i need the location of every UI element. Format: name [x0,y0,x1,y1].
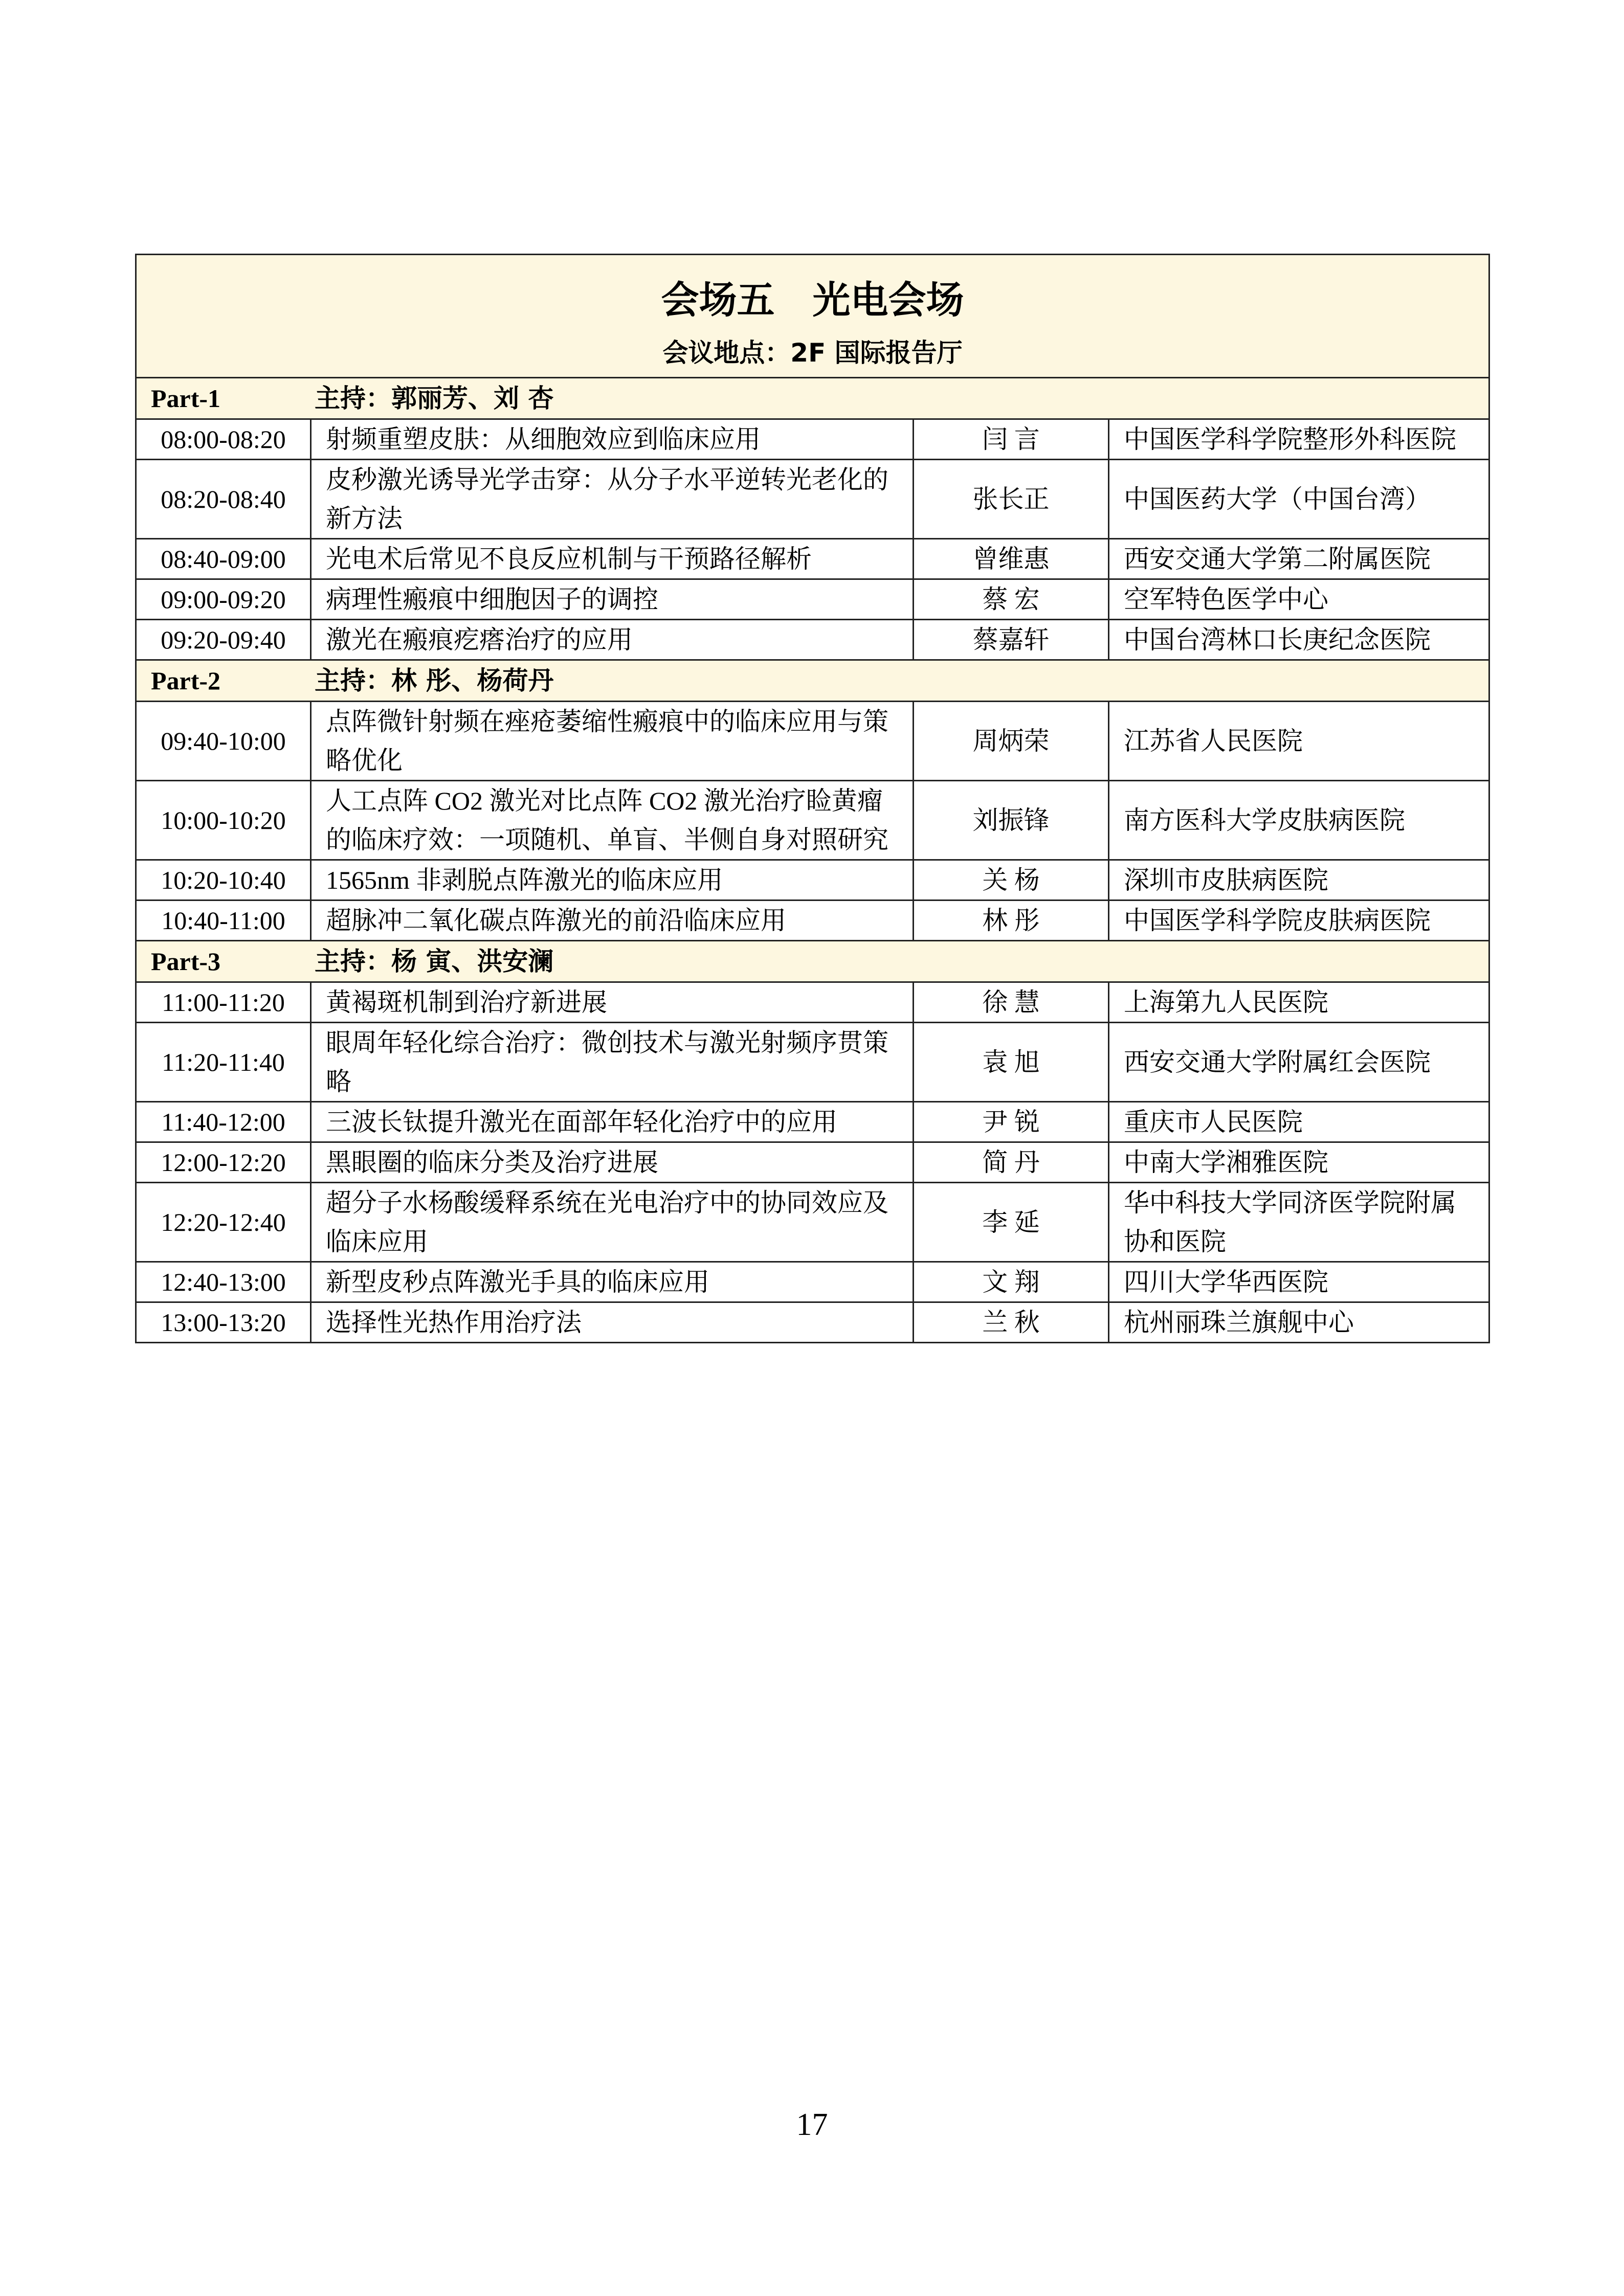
session-row [136,579,1489,620]
session-time: 08:00-08:20 [136,419,311,460]
session-time: 09:20-09:40 [136,620,311,660]
session-row [136,419,1489,460]
session-speaker: 关 杨 [914,860,1109,901]
session-topic: 激光在瘢痕疙瘩治疗的应用 [311,620,914,660]
part-label: Part-3 [151,947,221,976]
session-speaker: 蔡 宏 [914,579,1109,620]
session-institution: 空军特色医学中心 [1109,579,1489,620]
session-time: 11:40-12:00 [136,1102,311,1142]
session-time: 10:40-11:00 [136,901,311,941]
session-row [136,1183,1489,1262]
session-title: 会场五 光电会场 [661,278,964,322]
header-row [136,255,1489,378]
session-speaker: 蔡嘉轩 [914,620,1109,660]
session-topic: 皮秒激光诱导光学击穿：从分子水平逆转光老化的新方法 [311,460,914,539]
part-header-row [136,941,1489,982]
session-row [136,1142,1489,1183]
session-institution: 中国医药大学（中国台湾） [1109,460,1489,539]
part-header-cell [136,941,1489,982]
part-header-row [136,660,1489,702]
session-speaker: 曾维惠 [914,539,1109,579]
session-speaker: 兰 秋 [914,1302,1109,1343]
session-institution: 华中科技大学同济医学院附属协和医院 [1109,1183,1489,1262]
session-institution: 南方医科大学皮肤病医院 [1109,781,1489,860]
session-row [136,620,1489,660]
session-time: 11:00-11:20 [136,982,311,1023]
session-institution: 中国医学科学院整形外科医院 [1109,419,1489,460]
session-row [136,1102,1489,1142]
session-speaker: 文 翔 [914,1262,1109,1302]
session-institution: 杭州丽珠兰旗舰中心 [1109,1302,1489,1343]
session-row [136,901,1489,941]
part-label: Part-1 [151,384,221,413]
part-header-cell [136,660,1489,702]
session-time: 09:40-10:00 [136,702,311,781]
session-row [136,539,1489,579]
part-host: 主持：杨 寅、洪安澜 [315,947,554,976]
part-label: Part-2 [151,666,221,695]
session-speaker: 闫 言 [914,419,1109,460]
session-speaker: 周炳荣 [914,702,1109,781]
session-speaker: 袁 旭 [914,1023,1109,1102]
session-topic: 新型皮秒点阵激光手具的临床应用 [311,1262,914,1302]
session-topic: 1565nm 非剥脱点阵激光的临床应用 [311,860,914,901]
session-institution: 四川大学华西医院 [1109,1262,1489,1302]
session-row [136,982,1489,1023]
session-topic: 三波长钛提升激光在面部年轻化治疗中的应用 [311,1102,914,1142]
session-time: 10:20-10:40 [136,860,311,901]
session-topic: 点阵微针射频在痤疮萎缩性瘢痕中的临床应用与策略优化 [311,702,914,781]
session-time: 12:40-13:00 [136,1262,311,1302]
session-institution: 中国医学科学院皮肤病医院 [1109,901,1489,941]
session-institution: 西安交通大学附属红会医院 [1109,1023,1489,1102]
session-speaker: 徐 慧 [914,982,1109,1023]
session-topic: 超脉冲二氧化碳点阵激光的前沿临床应用 [311,901,914,941]
session-time: 08:20-08:40 [136,460,311,539]
part-host: 主持：郭丽芳、刘 杏 [315,384,554,413]
part-header-cell [136,378,1489,419]
session-time: 12:00-12:20 [136,1142,311,1183]
schedule-table [135,254,1490,1343]
session-time: 09:00-09:20 [136,579,311,620]
session-institution: 深圳市皮肤病医院 [1109,860,1489,901]
session-row [136,781,1489,860]
session-speaker: 林 彤 [914,901,1109,941]
session-row [136,1023,1489,1102]
session-time: 10:00-10:20 [136,781,311,860]
part-host: 主持：林 彤、杨荷丹 [315,666,554,695]
session-institution: 上海第九人民医院 [1109,982,1489,1023]
session-row [136,702,1489,781]
session-topic: 黑眼圈的临床分类及治疗进展 [311,1142,914,1183]
header-cell [136,255,1489,378]
session-speaker: 刘振锋 [914,781,1109,860]
session-time: 08:40-09:00 [136,539,311,579]
session-topic: 眼周年轻化综合治疗：微创技术与激光射频序贯策略 [311,1023,914,1102]
page-number: 17 [796,2107,828,2142]
session-institution: 西安交通大学第二附属医院 [1109,539,1489,579]
session-time: 13:00-13:20 [136,1302,311,1343]
session-time: 12:20-12:40 [136,1183,311,1262]
session-topic: 人工点阵 CO2 激光对比点阵 CO2 激光治疗睑黄瘤的临床疗效：一项随机、单盲、半侧自身对照研究 [311,781,914,860]
session-speaker: 张长正 [914,460,1109,539]
session-institution: 中南大学湘雅医院 [1109,1142,1489,1183]
session-time: 11:20-11:40 [136,1023,311,1102]
venue-label: 会议地点：2F 国际报告厅 [662,338,963,368]
part-header-row [136,378,1489,419]
session-row [136,1262,1489,1302]
session-topic: 超分子水杨酸缓释系统在光电治疗中的协同效应及临床应用 [311,1183,914,1262]
session-speaker: 简 丹 [914,1142,1109,1183]
session-institution: 中国台湾林口长庚纪念医院 [1109,620,1489,660]
session-row [136,460,1489,539]
session-institution: 江苏省人民医院 [1109,702,1489,781]
session-topic: 黄褐斑机制到治疗新进展 [311,982,914,1023]
session-speaker: 李 延 [914,1183,1109,1262]
session-topic: 选择性光热作用治疗法 [311,1302,914,1343]
session-topic: 光电术后常见不良反应机制与干预路径解析 [311,539,914,579]
session-row [136,860,1489,901]
session-institution: 重庆市人民医院 [1109,1102,1489,1142]
session-speaker: 尹 锐 [914,1102,1109,1142]
session-topic: 射频重塑皮肤：从细胞效应到临床应用 [311,419,914,460]
session-topic: 病理性瘢痕中细胞因子的调控 [311,579,914,620]
session-row [136,1302,1489,1343]
